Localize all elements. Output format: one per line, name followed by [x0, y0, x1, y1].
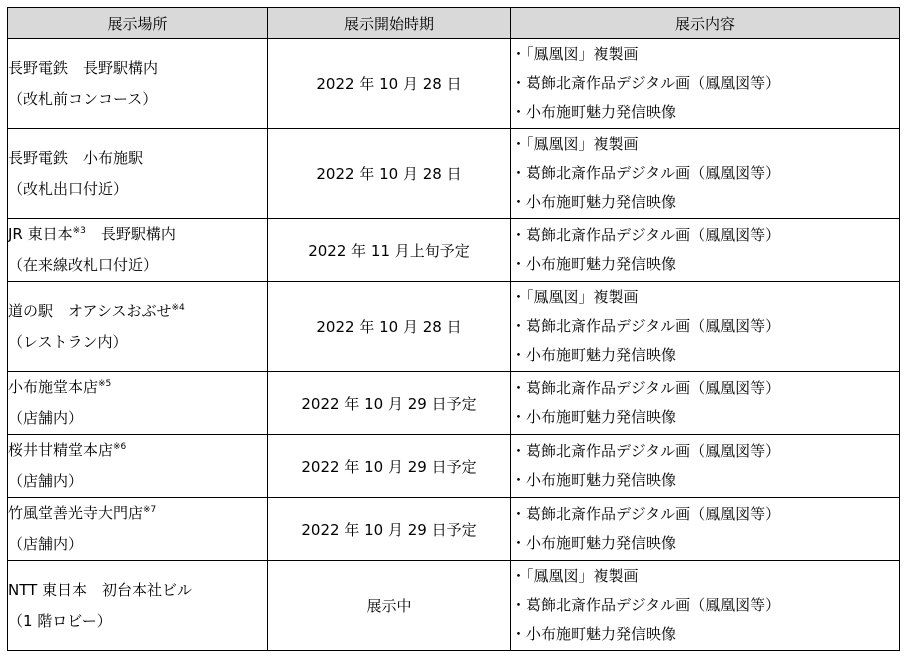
content-item: ・小布施町魅力発信映像 [511, 408, 677, 426]
header-start-date: 展示開始時期 [268, 8, 511, 39]
content-item: ・葛飾北斎作品デジタル画（鳳凰図等） [511, 379, 781, 397]
location-cell [8, 372, 268, 435]
content-cell [511, 498, 900, 561]
location-detail: （在来線改札口付近） [8, 256, 159, 274]
location-cell [8, 129, 268, 219]
location-cell [8, 282, 268, 372]
location-name: 長野電鉄 小布施駅 [8, 148, 144, 167]
start-date-cell: 2022 年 10 月 28 日 [268, 282, 511, 372]
location-cell [8, 435, 268, 498]
content-cell [511, 561, 900, 651]
start-date-cell: 2022 年 10 月 28 日 [268, 129, 511, 219]
location-name: 竹風堂善光寺大門店$^{※7}$ [8, 504, 157, 522]
location-detail: （1 階ロビー） [8, 611, 112, 630]
location-cell [8, 39, 268, 129]
table-row [8, 435, 900, 498]
header-content: 展示内容 [511, 8, 900, 39]
table-row [8, 39, 900, 129]
content-cell [511, 282, 900, 372]
location-name: JR 東日本$^{※3}$ 長野駅構内 [8, 225, 176, 243]
location-cell [8, 498, 268, 561]
location-detail: （レストラン内） [8, 332, 128, 351]
location-cell [8, 219, 268, 282]
start-date-cell: 2022 年 10 月 29 日予定 [268, 498, 511, 561]
table-row [8, 129, 900, 219]
content-item: ・小布施町魅力発信映像 [511, 534, 677, 552]
content-item: ・「鳳凰図」複製画 [511, 45, 639, 63]
table-row [8, 282, 900, 372]
table-row [8, 372, 900, 435]
start-date-cell: 展示中 [268, 561, 511, 651]
location-name: 桜井甘精堂本店$^{※6}$ [8, 441, 127, 459]
content-cell [511, 39, 900, 129]
content-cell [511, 129, 900, 219]
content-item: ・「鳳凰図」複製画 [511, 135, 639, 153]
start-date-cell: 2022 年 10 月 28 日 [268, 39, 511, 129]
content-item: ・葛飾北斎作品デジタル画（鳳凰図等） [511, 505, 781, 523]
content-item: ・葛飾北斎作品デジタル画（鳳凰図等） [511, 317, 781, 335]
location-detail: （店舗内） [8, 409, 84, 427]
content-item: ・葛飾北斎作品デジタル画（鳳凰図等） [511, 226, 781, 244]
table-row [8, 498, 900, 561]
exhibit-table [7, 7, 900, 651]
table-row [8, 561, 900, 651]
start-date-cell: 2022 年 10 月 29 日予定 [268, 435, 511, 498]
location-detail: （店舗内） [8, 472, 84, 490]
content-cell [511, 435, 900, 498]
content-item: ・小布施町魅力発信映像 [511, 103, 677, 121]
location-name: 道の駅 オアシスおぶせ$^{※4}$ [8, 301, 185, 320]
content-item: ・小布施町魅力発信映像 [511, 255, 677, 273]
content-item: ・葛飾北斎作品デジタル画（鳳凰図等） [511, 442, 781, 460]
start-date-cell: 2022 年 11 月上旬予定 [268, 219, 511, 282]
content-item: ・小布施町魅力発信映像 [511, 346, 677, 364]
location-detail: （店舗内） [8, 535, 84, 553]
header-row [8, 8, 900, 39]
start-date-cell: 2022 年 10 月 29 日予定 [268, 372, 511, 435]
location-name: 長野電鉄 長野駅構内 [8, 58, 159, 77]
content-item: ・「鳳凰図」複製画 [511, 288, 639, 306]
content-item: ・葛飾北斎作品デジタル画（鳳凰図等） [511, 74, 781, 92]
content-item: ・葛飾北斎作品デジタル画（鳳凰図等） [511, 596, 781, 614]
header-location: 展示場所 [8, 8, 268, 39]
content-item: ・小布施町魅力発信映像 [511, 471, 677, 489]
location-cell [8, 561, 268, 651]
location-detail: （改札前コンコース） [8, 89, 158, 108]
content-item: ・小布施町魅力発信映像 [511, 193, 677, 211]
location-name: NTT 東日本 初台本社ビル [8, 580, 193, 599]
table-row [8, 219, 900, 282]
content-item: ・「鳳凰図」複製画 [511, 567, 639, 585]
content-item: ・小布施町魅力発信映像 [511, 625, 677, 643]
content-item: ・葛飾北斎作品デジタル画（鳳凰図等） [511, 164, 781, 182]
content-cell [511, 372, 900, 435]
content-cell [511, 219, 900, 282]
location-name: 小布施堂本店$^{※5}$ [8, 378, 112, 396]
location-detail: （改札出口付近） [8, 179, 129, 198]
